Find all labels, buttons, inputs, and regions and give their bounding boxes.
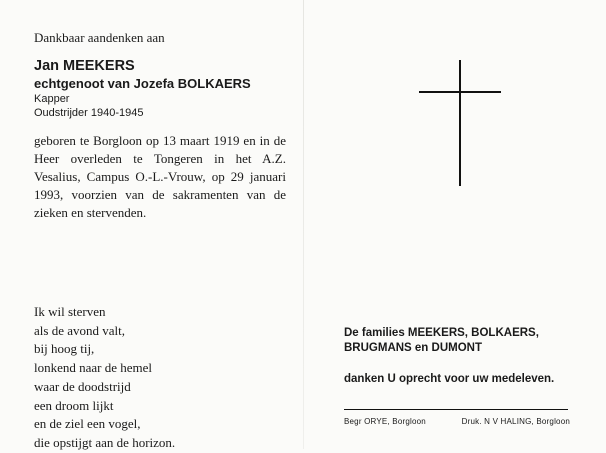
undertaker-credit: Begr ORYE, Borgloon [344,417,426,426]
occupation: Kapper [34,93,70,105]
card-fold [303,0,304,449]
families-line-1: De families MEEKERS, BOLKAERS, [344,327,539,339]
thanks-text: danken U oprecht voor uw medeleven. [344,373,555,385]
poem-line: Ik wil sterven [34,304,106,319]
poem-line: en de ziel een vogel, [34,416,141,432]
deceased-name: Jan MEEKERS [34,58,135,74]
cross-horizontal [419,91,501,93]
poem-line: waar de doodstrijd [34,378,131,394]
veteran-line: Oudstrijder 1940-1945 [34,107,144,119]
biography-text: geboren te Borgloon op 13 maart 1919 en in de Heer overleden te Tongeren in het A.Z. Vesalius, Campus O.-L.-Vrouw, op 29 januari 1993, voorzien van de sakramenten van de zieken en stervenden. [34,133,286,220]
poem-line: een droom lijkt [34,397,114,413]
poem-line: lonkend naar de hemel [34,360,153,376]
poem [34,303,175,453]
poem-line: als de avond valt, [34,322,125,338]
credits [344,417,570,426]
poem-line: die opstijgt aan de horizon. [34,434,176,450]
intro-text: Dankbaar aandenken aan [34,30,165,45]
families-line-2: BRUGMANS en DUMONT [344,342,482,354]
left-panel [34,30,284,222]
family-block [344,326,574,385]
printer-credit: Druk. N V HALING, Borgloon [461,417,570,426]
divider-rule [344,409,568,410]
poem-line: bij hoog tij, [34,341,95,357]
cross-vertical [459,60,461,186]
spouse-line: echtgenoot van Jozefa BOLKAERS [34,76,251,91]
